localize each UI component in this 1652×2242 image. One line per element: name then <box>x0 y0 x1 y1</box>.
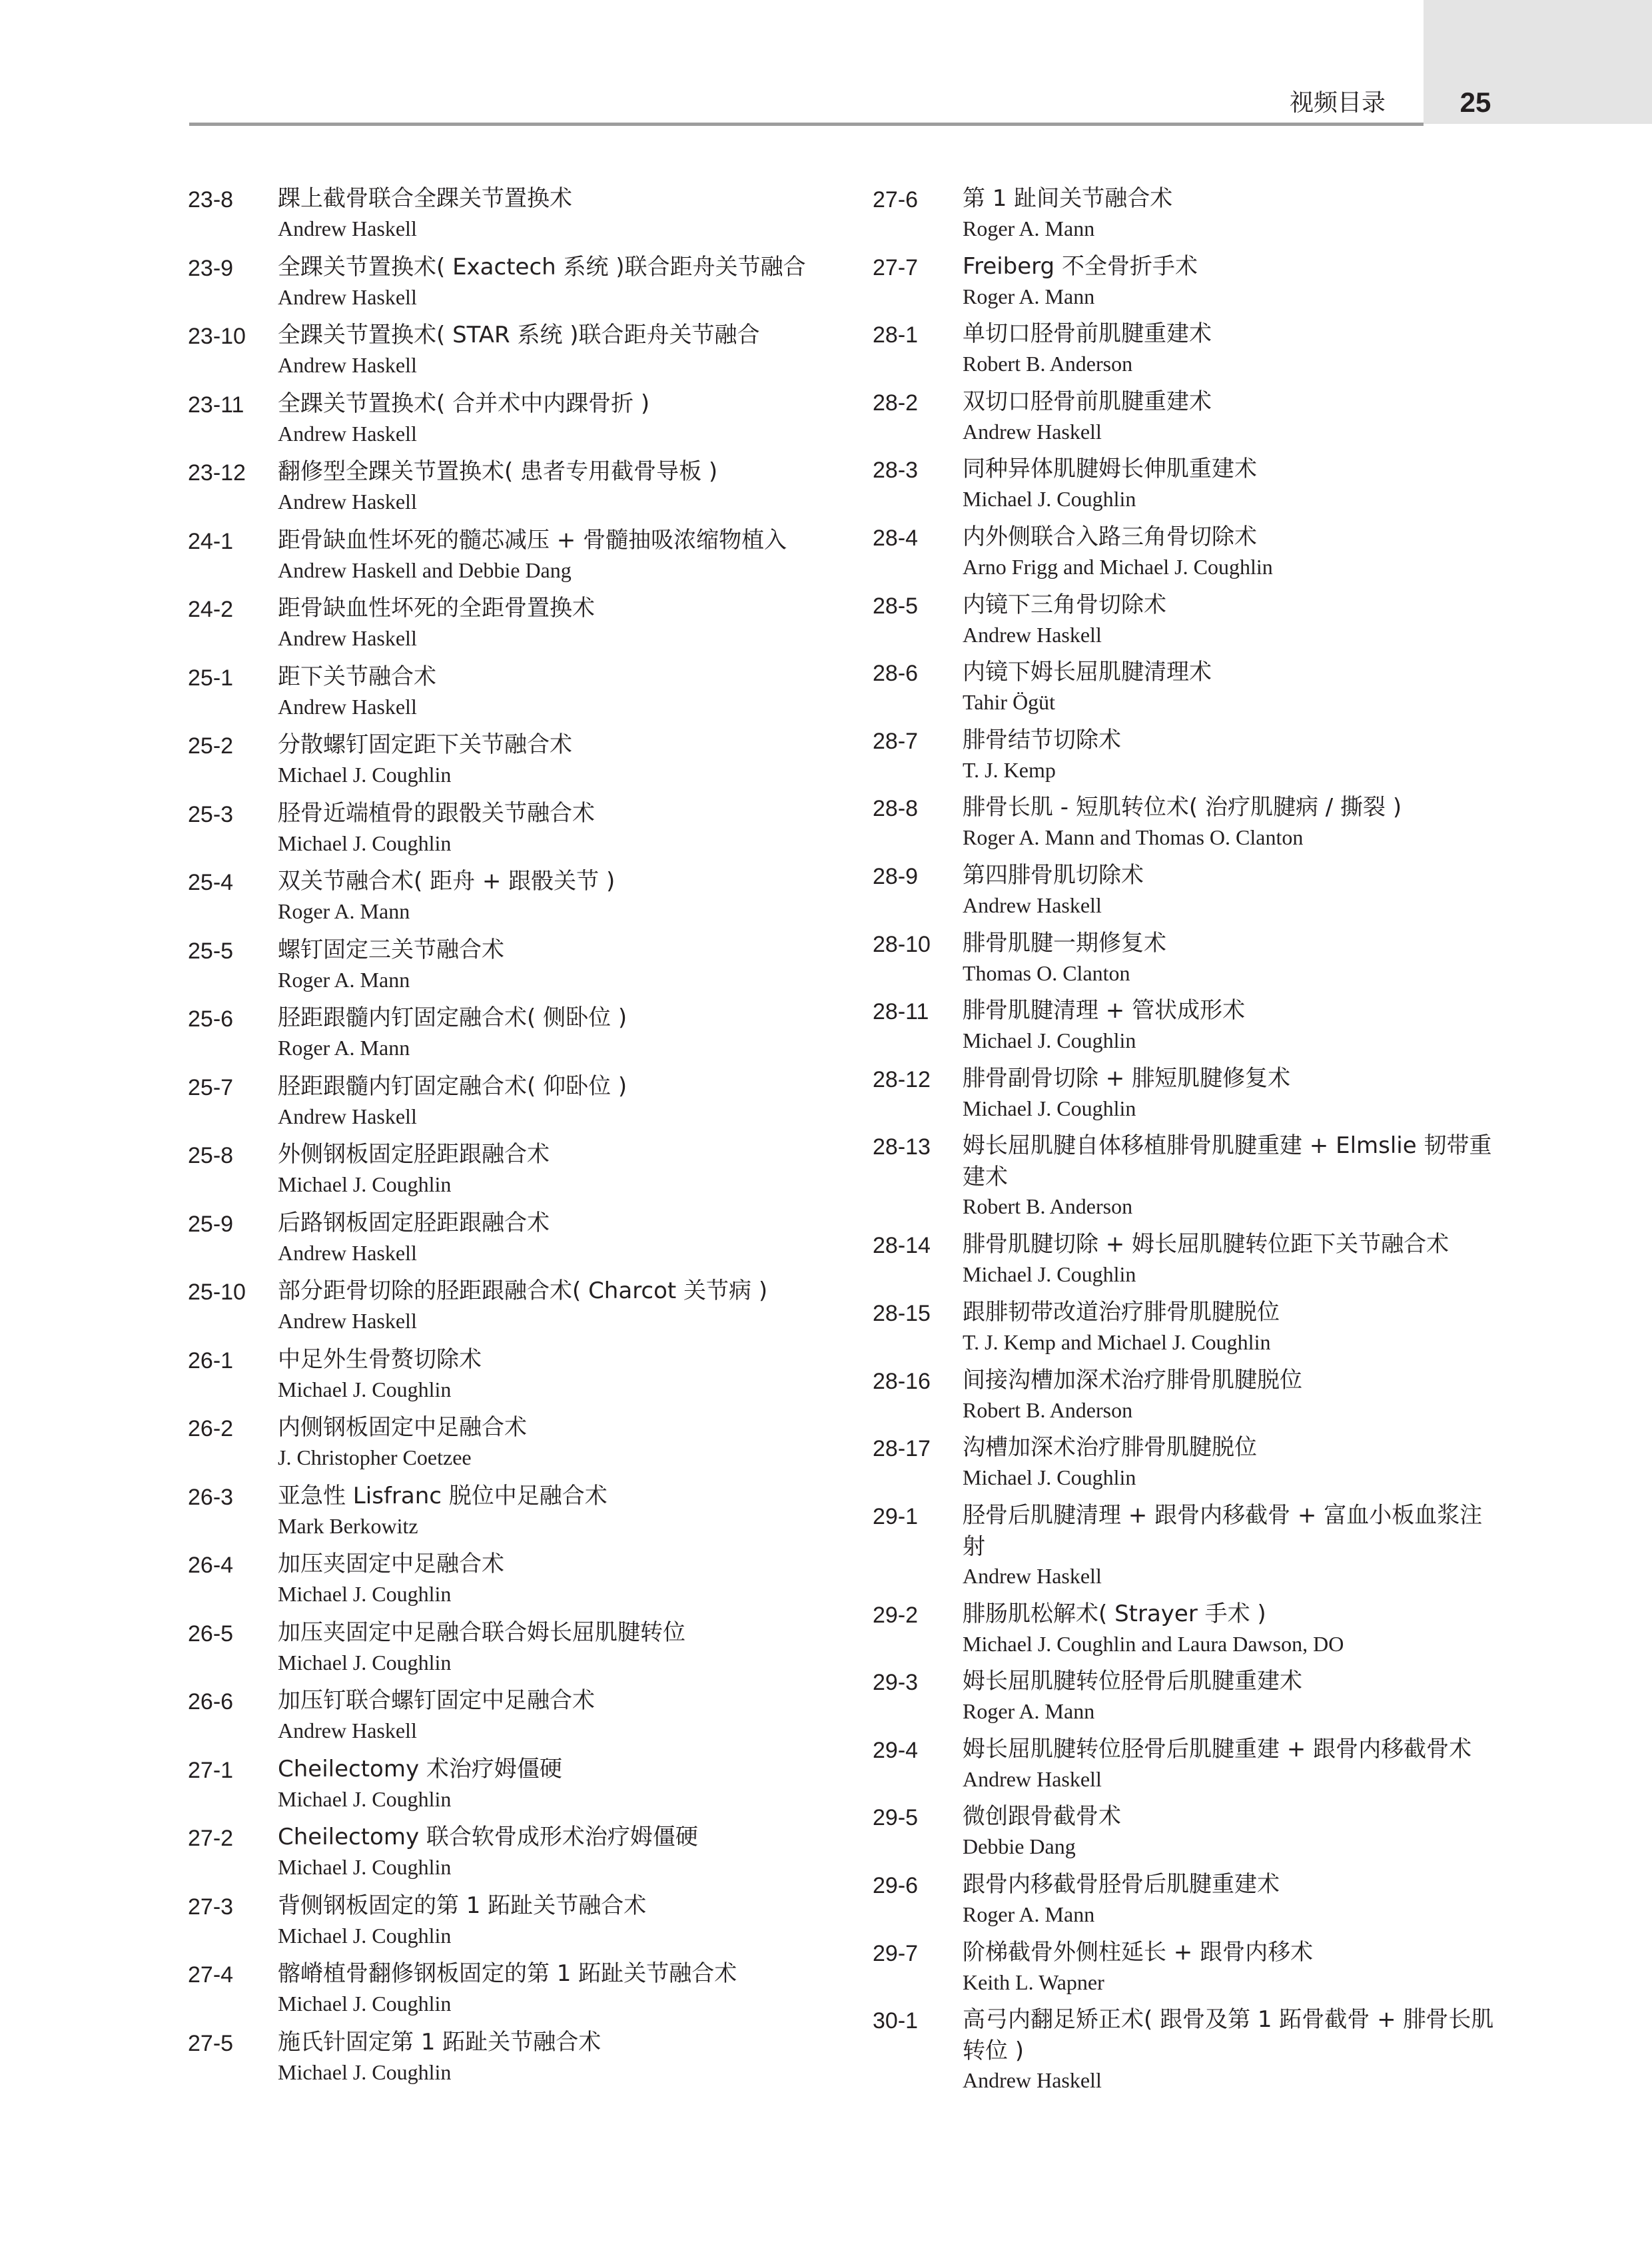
video-author: Michael J. Coughlin <box>963 1096 1136 1120</box>
video-author: Andrew Haskell <box>278 353 417 377</box>
video-author: Michael J. Coughlin <box>278 1172 452 1196</box>
video-author: Robert B. Anderson <box>963 1194 1133 1219</box>
video-number: 29-1 <box>873 1503 919 1529</box>
video-title: 阶梯截骨外侧柱延长 + 跟骨内移术 <box>963 1938 1314 1966</box>
video-entry <box>188 798 827 867</box>
video-entry <box>873 1599 1505 1667</box>
video-author: Andrew Haskell <box>278 1309 417 1333</box>
video-title: 加压夹固定中足融合术 <box>278 1551 504 1577</box>
video-number: 25-10 <box>188 1280 246 1305</box>
video-title: 内镜下三角骨切除术 <box>963 591 1166 618</box>
video-title: 姆长屈肌腱转位胫骨后肌腱重建 + 跟骨内移截骨术 <box>963 1735 1472 1762</box>
video-entry <box>188 1617 827 1686</box>
video-number: 25-9 <box>188 1211 234 1237</box>
video-entry <box>188 1958 827 2027</box>
video-title: Cheilectomy 术治疗姆僵硬 <box>278 1755 562 1782</box>
video-author: Michael J. Coughlin <box>278 1992 452 2016</box>
video-title: 加压钉联合螺钉固定中足融合术 <box>278 1687 595 1714</box>
video-entry <box>873 928 1505 996</box>
video-title: 外侧钢板固定胫距跟融合术 <box>278 1141 550 1168</box>
video-title: 间接沟槽加深术治疗腓骨肌腱脱位 <box>963 1366 1302 1393</box>
video-entry <box>873 1432 1505 1500</box>
video-entry <box>188 729 827 798</box>
video-entry <box>873 1666 1505 1734</box>
video-author: Roger A. Mann <box>963 1902 1095 1927</box>
video-number: 24-2 <box>188 597 234 622</box>
video-entry <box>873 860 1505 928</box>
video-entry <box>873 2004 1505 2103</box>
video-number: 28-8 <box>873 796 919 822</box>
video-number: 25-8 <box>188 1143 234 1168</box>
video-number: 28-9 <box>873 863 919 889</box>
video-author: T. J. Kemp and Michael J. Coughlin <box>963 1329 1271 1354</box>
video-entry <box>873 1063 1505 1131</box>
video-title: 同种异体肌腱姆长伸肌重建术 <box>963 456 1257 483</box>
video-title: 距下关节融合术 <box>278 663 436 690</box>
video-title: 腓骨结节切除术 <box>963 726 1121 753</box>
video-title: 腓骨肌腱一期修复术 <box>963 929 1166 956</box>
video-title: Freiberg 不全骨折手术 <box>963 252 1198 280</box>
video-author: Andrew Haskell <box>963 1766 1102 1791</box>
video-number: 28-14 <box>873 1233 931 1259</box>
video-author: Andrew Haskell and Debbie Dang <box>278 558 572 582</box>
video-author: Michael J. Coughlin <box>963 1262 1136 1287</box>
video-title: 全踝关节置换术( 合并术中内踝骨折 ) <box>278 390 650 417</box>
video-title: 姆长屈肌腱自体移植腓骨肌腱重建 + Elmslie 韧带重建术 <box>963 1132 1492 1191</box>
video-entry <box>873 1130 1505 1229</box>
video-number: 27-4 <box>188 1962 234 1988</box>
video-number: 28-4 <box>873 525 919 551</box>
video-author: Arno Frigg and Michael J. Coughlin <box>963 554 1273 579</box>
video-title: 胫骨近端植骨的跟骰关节融合术 <box>278 799 595 827</box>
video-entry <box>188 1822 827 1890</box>
video-title: 亚急性 Lisfranc 脱位中足融合术 <box>278 1482 608 1509</box>
video-number: 25-1 <box>188 665 234 691</box>
video-entry <box>873 1500 1505 1599</box>
video-number: 28-1 <box>873 322 919 348</box>
video-title: 施氏针固定第 1 跖趾关节融合术 <box>278 2028 602 2055</box>
video-author: Roger A. Mann <box>278 1036 410 1060</box>
video-author: Michael J. Coughlin <box>278 2059 452 2084</box>
video-entry <box>188 525 827 593</box>
video-author: Robert B. Anderson <box>963 352 1133 376</box>
video-author: J. Christopher Coetzee <box>278 1445 472 1469</box>
video-author: Andrew Haskell <box>963 1563 1102 1588</box>
video-number: 29-2 <box>873 1602 919 1628</box>
video-number: 28-16 <box>873 1368 931 1394</box>
video-number: 26-6 <box>188 1689 234 1714</box>
video-entry <box>188 1481 827 1549</box>
video-entry <box>188 1890 827 1959</box>
video-title: 第四腓骨肌切除术 <box>963 861 1144 889</box>
video-author: Michael J. Coughlin <box>278 1377 452 1401</box>
video-entry <box>873 1869 1505 1937</box>
video-title: 高弓内翻足矫正术( 跟骨及第 1 跖骨截骨 + 腓骨长肌转位 ) <box>963 2006 1494 2065</box>
video-title: 后路钢板固定胫距跟融合术 <box>278 1209 550 1236</box>
video-author: Keith L. Wapner <box>963 1970 1104 1994</box>
video-entry <box>188 1071 827 1140</box>
video-author: Andrew Haskell <box>278 694 417 719</box>
video-author: Andrew Haskell <box>278 626 417 650</box>
video-entry <box>188 866 827 934</box>
video-number: 30-1 <box>873 2008 919 2034</box>
video-number: 25-5 <box>188 938 234 964</box>
video-list-right-column <box>873 183 1505 2103</box>
video-title: 距骨缺血性坏死的全距骨置换术 <box>278 595 595 621</box>
video-number: 28-7 <box>873 728 919 754</box>
video-entry <box>188 1549 827 1617</box>
video-author: Michael J. Coughlin <box>278 763 452 787</box>
video-entry <box>873 1229 1505 1297</box>
video-number: 25-6 <box>188 1006 234 1032</box>
video-title: 胫骨后肌腱清理 + 跟骨内移截骨 + 富血小板血浆注射 <box>963 1501 1483 1560</box>
video-author: Michael J. Coughlin <box>278 1582 452 1606</box>
video-entry <box>188 2027 827 2095</box>
video-author: Roger A. Mann <box>963 1699 1095 1724</box>
video-number: 25-3 <box>188 801 234 827</box>
video-title: 腓骨肌腱清理 + 管状成形术 <box>963 997 1246 1024</box>
video-number: 28-11 <box>873 999 929 1025</box>
video-entry <box>873 1365 1505 1433</box>
video-title: 内镜下姆长屈肌腱清理术 <box>963 659 1212 686</box>
video-entry <box>188 1139 827 1208</box>
video-entry <box>873 251 1505 319</box>
video-entry <box>873 522 1505 589</box>
video-entry <box>188 1754 827 1822</box>
video-number: 23-9 <box>188 255 234 281</box>
video-entry <box>188 252 827 320</box>
video-title: 背侧钢板固定的第 1 跖趾关节融合术 <box>278 1892 647 1919</box>
video-number: 28-3 <box>873 458 919 484</box>
video-number: 27-2 <box>188 1826 234 1851</box>
video-entry <box>873 1734 1505 1802</box>
video-author: Robert B. Anderson <box>963 1397 1133 1422</box>
video-entry <box>873 589 1505 657</box>
video-entry <box>873 995 1505 1063</box>
video-number: 27-7 <box>873 254 919 280</box>
video-title: Cheilectomy 联合软骨成形术治疗姆僵硬 <box>278 1824 698 1850</box>
video-entry <box>873 1937 1505 2005</box>
video-entry <box>873 386 1505 454</box>
video-number: 29-5 <box>873 1805 919 1831</box>
video-title: 姆长屈肌腱转位胫骨后肌腱重建术 <box>963 1668 1302 1695</box>
video-entry <box>188 1002 827 1071</box>
video-author: Michael J. Coughlin <box>963 1028 1136 1053</box>
video-entry <box>873 725 1505 793</box>
video-entry <box>873 1297 1505 1365</box>
video-number: 28-5 <box>873 593 919 619</box>
video-author: Roger A. Mann <box>963 216 1095 240</box>
video-title: 第 1 趾间关节融合术 <box>963 185 1173 212</box>
video-number: 27-1 <box>188 1757 234 1783</box>
video-title: 加压夹固定中足融合联合姆长屈肌腱转位 <box>278 1619 685 1646</box>
video-number: 28-6 <box>873 661 919 687</box>
video-author: Michael J. Coughlin <box>278 1855 452 1879</box>
header-divider <box>189 123 1424 126</box>
video-title: 踝上截骨联合全踝关节置换术 <box>278 185 572 212</box>
video-entry <box>873 1801 1505 1869</box>
video-number: 25-2 <box>188 733 234 759</box>
video-title: 腓骨副骨切除 + 腓短肌腱修复术 <box>963 1064 1291 1092</box>
video-author: Andrew Haskell <box>963 419 1102 444</box>
video-number: 24-1 <box>188 528 234 554</box>
video-title: 沟槽加深术治疗腓骨肌腱脱位 <box>963 1434 1257 1461</box>
video-entry <box>188 1208 827 1276</box>
video-entry <box>873 454 1505 522</box>
video-number: 23-10 <box>188 324 246 349</box>
video-author: Andrew Haskell <box>278 1104 417 1128</box>
video-author: Michael J. Coughlin <box>278 1650 452 1675</box>
video-entry <box>873 183 1505 251</box>
video-number: 23-11 <box>188 392 244 418</box>
video-entry <box>188 320 827 388</box>
video-entry <box>188 593 827 661</box>
video-title: 腓骨肌腱切除 + 姆长屈肌腱转位距下关节融合术 <box>963 1231 1449 1258</box>
video-number: 23-8 <box>188 187 234 212</box>
video-title: 翻修型全踝关节置换术( 患者专用截骨导板 ) <box>278 458 718 485</box>
video-number: 25-4 <box>188 870 234 895</box>
video-number: 26-2 <box>188 1416 234 1441</box>
video-entry <box>188 183 827 252</box>
video-title: 双关节融合术( 距舟 + 跟骰关节 ) <box>278 868 616 895</box>
video-author: Mark Berkowitz <box>278 1513 418 1538</box>
video-author: Roger A. Mann <box>278 967 410 992</box>
video-entry <box>188 388 827 457</box>
video-title: 全踝关节置换术( Exactech 系统 )联合距舟关节融合 <box>278 253 806 280</box>
video-number: 28-17 <box>873 1436 931 1462</box>
video-author: Tahir Ögüt <box>963 690 1056 715</box>
video-number: 28-15 <box>873 1300 931 1326</box>
video-number: 25-7 <box>188 1074 234 1100</box>
video-title: 螺钉固定三关节融合术 <box>278 936 504 963</box>
video-title: 胫距跟髓内钉固定融合术( 侧卧位 ) <box>278 1004 627 1031</box>
video-title: 胫距跟髓内钉固定融合术( 仰卧位 ) <box>278 1072 627 1100</box>
video-author: Andrew Haskell <box>278 421 417 446</box>
video-author: T. J. Kemp <box>963 757 1056 782</box>
video-entry <box>873 657 1505 725</box>
video-title: 微创跟骨截骨术 <box>963 1803 1121 1830</box>
video-list-left-column <box>188 183 827 2095</box>
video-author: Michael J. Coughlin <box>278 1786 452 1811</box>
video-number: 26-3 <box>188 1484 234 1510</box>
video-number: 27-3 <box>188 1894 234 1920</box>
video-author: Thomas O. Clanton <box>963 960 1130 985</box>
video-number: 26-5 <box>188 1621 234 1647</box>
video-author: Michael J. Coughlin <box>963 487 1136 512</box>
video-title: 分散螺钉固定距下关节融合术 <box>278 731 572 758</box>
video-title: 跟腓韧带改道治疗腓骨肌腱脱位 <box>963 1298 1280 1325</box>
video-author: Andrew Haskell <box>278 490 417 514</box>
video-title: 内外侧联合入路三角骨切除术 <box>963 523 1257 550</box>
video-author: Roger A. Mann <box>963 284 1095 308</box>
video-entry <box>188 1276 827 1344</box>
section-title: 视频目录 <box>1289 89 1386 117</box>
video-author: Andrew Haskell <box>963 622 1102 647</box>
video-author: Debbie Dang <box>963 1834 1076 1859</box>
video-number: 29-7 <box>873 1940 919 1966</box>
video-title: 腓肠肌松解术( Strayer 手术 ) <box>963 1600 1266 1627</box>
video-entry <box>188 1344 827 1413</box>
page-number: 25 <box>1459 87 1491 118</box>
video-author: Andrew Haskell <box>963 2068 1102 2093</box>
video-author: Andrew Haskell <box>963 893 1102 917</box>
video-entry <box>188 1685 827 1754</box>
video-author: Andrew Haskell <box>278 216 417 240</box>
video-number: 26-4 <box>188 1553 234 1578</box>
video-author: Michael J. Coughlin <box>278 831 452 855</box>
video-number: 28-12 <box>873 1066 931 1092</box>
video-author: Roger A. Mann and Thomas O. Clanton <box>963 825 1304 850</box>
video-title: 髂嵴植骨翻修钢板固定的第 1 跖趾关节融合术 <box>278 1960 737 1987</box>
video-author: Michael J. Coughlin and Laura Dawson, DO <box>963 1631 1344 1656</box>
video-number: 28-10 <box>873 931 931 957</box>
video-number: 23-12 <box>188 460 246 486</box>
video-entry <box>873 318 1505 386</box>
video-title: 跟骨内移截骨胫骨后肌腱重建术 <box>963 1871 1280 1898</box>
video-number: 27-6 <box>873 187 919 212</box>
video-number: 26-1 <box>188 1347 234 1373</box>
video-title: 中足外生骨赘切除术 <box>278 1345 482 1373</box>
video-number: 28-2 <box>873 390 919 416</box>
video-title: 全踝关节置换术( STAR 系统 )联合距舟关节融合 <box>278 322 760 348</box>
video-author: Andrew Haskell <box>278 1240 417 1265</box>
video-entry <box>188 661 827 730</box>
video-entry <box>188 456 827 525</box>
video-title: 距骨缺血性坏死的髓芯减压 + 骨髓抽吸浓缩物植入 <box>278 526 787 554</box>
video-title: 双切口胫骨前肌腱重建术 <box>963 388 1212 415</box>
video-entry <box>188 1412 827 1481</box>
video-entry <box>873 792 1505 860</box>
video-author: Michael J. Coughlin <box>278 1923 452 1948</box>
video-number: 28-13 <box>873 1134 931 1160</box>
video-title: 部分距骨切除的胫距跟融合术( Charcot 关节病 ) <box>278 1278 768 1304</box>
video-number: 29-3 <box>873 1670 919 1696</box>
video-author: Michael J. Coughlin <box>963 1465 1136 1490</box>
video-number: 29-6 <box>873 1873 919 1899</box>
video-title: 腓骨长肌 - 短肌转位术( 治疗肌腱病 / 撕裂 ) <box>963 794 1402 821</box>
video-number: 27-5 <box>188 2030 234 2056</box>
video-entry <box>188 934 827 1003</box>
video-author: Andrew Haskell <box>278 284 417 309</box>
video-author: Roger A. Mann <box>278 899 410 923</box>
video-title: 内侧钢板固定中足融合术 <box>278 1414 527 1441</box>
video-number: 29-4 <box>873 1737 919 1763</box>
video-author: Andrew Haskell <box>278 1718 417 1742</box>
video-title: 单切口胫骨前肌腱重建术 <box>963 320 1212 348</box>
